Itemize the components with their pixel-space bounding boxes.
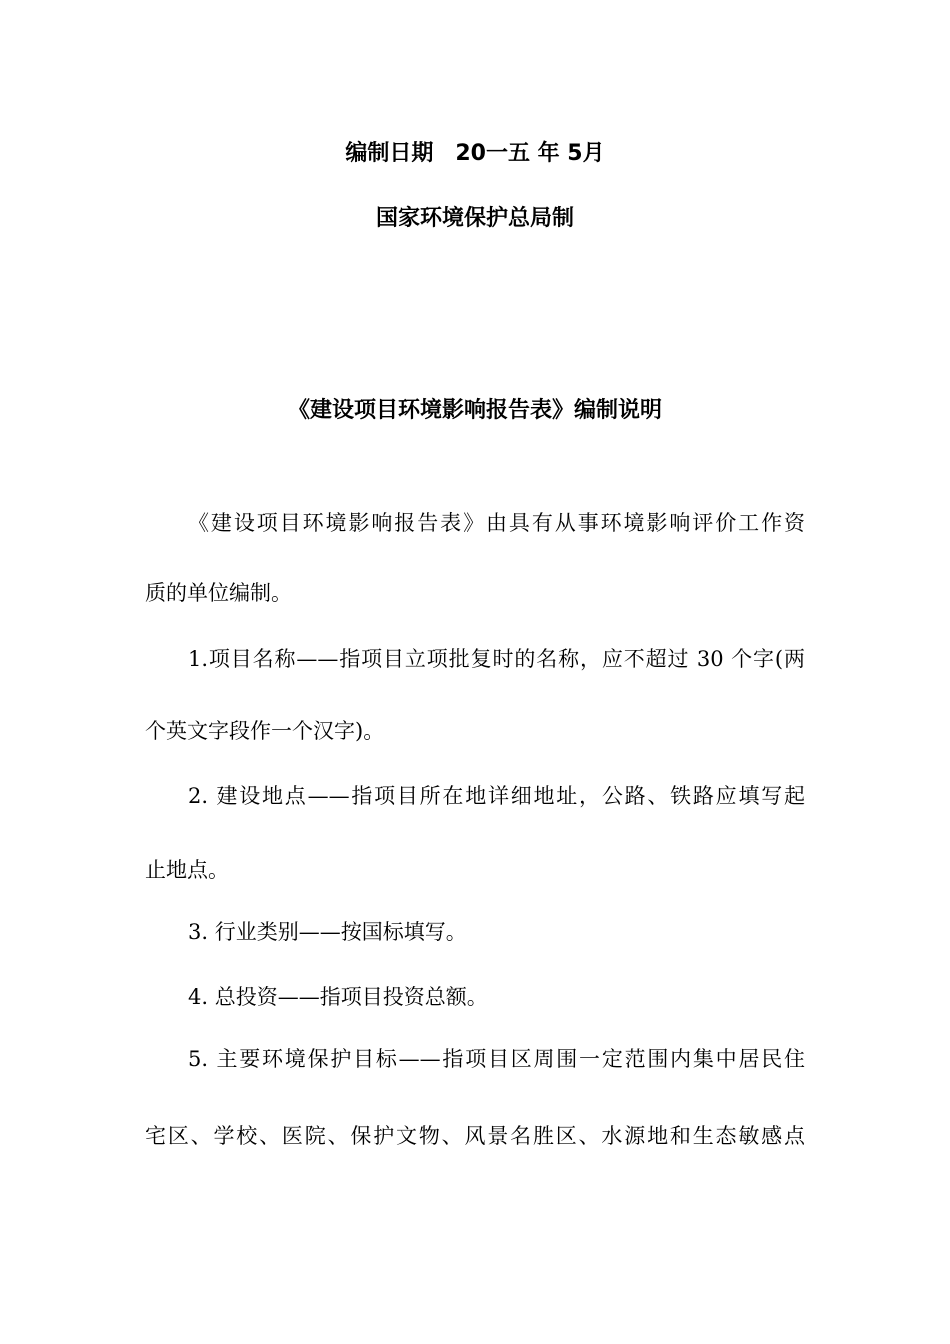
intro-paragraph-line-1: 《建设项目环境影响报告表》由具有从事环境影响评价工作资 [188,511,805,535]
item-2-line-1: 2. 建设地点——指项目所在地详细地址，公路、铁路应填写起 [188,784,805,808]
issuing-authority: 国家环境保护总局制 [375,206,574,231]
item-5-line-2: 宅区、学校、医院、保护文物、风景名胜区、水源地和生态敏感点 [145,1124,805,1148]
section-title: 《建设项目环境影响报告表》编制说明 [287,398,662,423]
compile-date: 编制日期 20一五 年 5月 [345,141,605,166]
item-5-line-1: 5. 主要环境保护目标——指项目区周围一定范围内集中居民住 [188,1047,805,1071]
item-2-line-2: 止地点。 [145,858,229,882]
item-1-line-2: 个英文字段作一个汉字)。 [145,719,385,743]
item-4-line-1: 4. 总投资——指项目投资总额。 [188,985,488,1009]
item-3-line-1: 3. 行业类别——按国标填写。 [188,920,467,944]
intro-paragraph-line-2: 质的单位编制。 [145,581,292,605]
item-1-line-1: 1.项目名称——指项目立项批复时的名称，应不超过 30 个字(两 [188,647,805,671]
